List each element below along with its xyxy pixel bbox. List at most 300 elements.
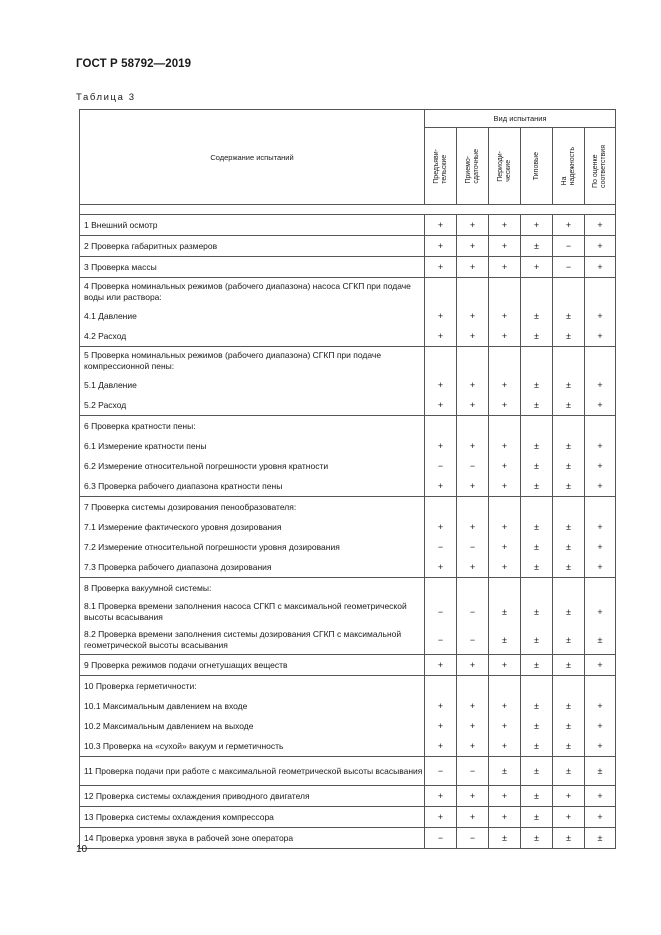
test-mark: ±	[566, 481, 571, 491]
test-mark-cell	[585, 655, 616, 676]
test-mark-cell	[585, 807, 616, 828]
test-mark: +	[437, 701, 444, 711]
test-mark: −	[437, 542, 444, 552]
test-mark: +	[597, 441, 603, 451]
test-mark: +	[501, 542, 508, 552]
test-type-header: Вид испытания	[425, 110, 616, 128]
test-mark: +	[437, 741, 444, 751]
test-content-cell	[80, 807, 425, 828]
test-mark: +	[501, 522, 508, 532]
test-content-cell	[80, 347, 425, 416]
test-item-text: 8 Проверка вакуумной системы:	[84, 583, 212, 593]
test-mark: +	[437, 400, 444, 410]
test-mark: +	[597, 721, 603, 731]
test-mark: ±	[502, 833, 507, 843]
test-mark: +	[469, 562, 476, 572]
test-content-cell	[80, 236, 425, 257]
test-mark-cell	[553, 807, 585, 828]
test-mark: +	[437, 812, 444, 822]
test-mark: +	[501, 812, 508, 822]
test-mark: ±	[534, 311, 539, 321]
test-mark: ±	[566, 833, 571, 843]
test-mark	[553, 347, 584, 375]
test-mark	[425, 497, 456, 517]
test-mark-cell	[585, 786, 616, 807]
test-mark: ±	[534, 562, 539, 572]
test-mark-cell	[489, 257, 521, 278]
test-mark: ±	[566, 461, 571, 471]
test-mark	[489, 578, 520, 598]
test-mark-cell	[521, 578, 553, 655]
test-mark-cell	[457, 257, 489, 278]
test-mark-cell	[521, 215, 553, 236]
test-mark-cell	[553, 828, 585, 849]
test-mark	[521, 416, 552, 436]
header-spacer	[80, 205, 616, 215]
test-mark-cell	[425, 215, 457, 236]
test-mark: +	[437, 481, 444, 491]
test-mark: ±	[534, 542, 539, 552]
test-item-text: 6.3 Проверка рабочего диапазона кратности пены	[84, 481, 283, 491]
test-mark: +	[501, 741, 508, 751]
test-mark: +	[501, 220, 508, 230]
test-mark: ±	[566, 766, 571, 776]
test-mark: +	[469, 220, 476, 230]
test-mark-cell	[553, 786, 585, 807]
test-item-text: 10.3 Проверка на «сухой» вакуум и герметичность	[84, 741, 284, 751]
test-mark-cell	[425, 416, 457, 497]
test-mark: +	[469, 441, 476, 451]
column-header	[585, 128, 616, 205]
column-header-label: По оценке соответствия	[592, 144, 608, 188]
tests-table	[79, 109, 616, 849]
test-mark	[489, 497, 520, 517]
test-mark-cell	[425, 497, 457, 578]
test-mark-cell	[521, 416, 553, 497]
test-mark: +	[501, 380, 508, 390]
test-mark: +	[501, 721, 508, 731]
test-mark: +	[597, 400, 603, 410]
test-mark: +	[597, 380, 603, 390]
test-mark	[489, 278, 520, 306]
column-header	[521, 128, 553, 205]
test-item-text: 7.3 Проверка рабочего диапазона дозирования	[84, 562, 272, 572]
test-mark-cell	[553, 347, 585, 416]
test-item-text: 13 Проверка системы охлаждения компрессора	[84, 812, 274, 822]
test-mark: +	[501, 441, 508, 451]
test-mark: +	[437, 331, 444, 341]
test-mark-cell	[521, 236, 553, 257]
test-mark	[425, 347, 456, 375]
test-mark: ±	[566, 542, 571, 552]
test-mark: ±	[566, 400, 571, 410]
test-mark	[585, 416, 615, 436]
test-mark: ±	[534, 331, 539, 341]
test-mark-cell	[457, 655, 489, 676]
test-mark	[457, 278, 488, 306]
test-mark	[553, 278, 584, 306]
test-item-text: 11 Проверка подачи при работе с максимальной геометрической высоты всасывания	[84, 765, 423, 776]
test-mark-cell	[521, 278, 553, 347]
test-item-text: 9 Проверка режимов подачи огнетушащих веществ	[84, 660, 288, 670]
test-mark-cell	[553, 676, 585, 757]
test-mark: ±	[597, 833, 603, 843]
test-mark: ±	[534, 380, 539, 390]
test-item-text: 2 Проверка габаритных размеров	[84, 241, 218, 251]
test-mark-cell	[425, 828, 457, 849]
test-mark-cell	[553, 278, 585, 347]
test-mark: ±	[534, 766, 539, 776]
test-mark-cell	[521, 828, 553, 849]
test-mark: ±	[566, 701, 571, 711]
test-mark	[553, 497, 584, 517]
test-mark: ±	[534, 701, 539, 711]
test-mark: +	[437, 220, 444, 230]
test-mark: ±	[566, 562, 571, 572]
test-mark-cell	[585, 828, 616, 849]
test-mark-cell	[489, 807, 521, 828]
test-mark: +	[501, 791, 508, 801]
test-item-text: 12 Проверка системы охлаждения приводного двигателя	[84, 791, 310, 801]
test-mark: +	[469, 701, 476, 711]
test-mark-cell	[521, 757, 553, 786]
test-mark	[457, 347, 488, 375]
test-mark: −	[469, 607, 476, 617]
test-mark: +	[597, 311, 603, 321]
test-mark: ±	[566, 660, 571, 670]
document-code: ГОСТ Р 58792—2019	[76, 58, 192, 70]
test-mark	[553, 416, 584, 436]
test-mark: +	[469, 481, 476, 491]
test-mark-cell	[585, 757, 616, 786]
test-mark: ±	[534, 635, 539, 645]
test-mark: +	[469, 791, 476, 801]
table-row	[80, 257, 616, 278]
test-mark-cell	[585, 215, 616, 236]
test-mark-cell	[425, 807, 457, 828]
test-mark-cell	[521, 786, 553, 807]
test-mark-cell	[553, 497, 585, 578]
test-mark-cell	[585, 416, 616, 497]
test-mark-cell	[521, 655, 553, 676]
test-mark	[521, 497, 552, 517]
test-content-cell	[80, 676, 425, 757]
test-mark: ±	[534, 241, 539, 251]
test-item-text: 5 Проверка номинальных режимов (рабочего диапазона) СГКП при подаче компрессионной пены:	[84, 350, 382, 371]
table-row	[80, 828, 616, 849]
test-mark: ±	[566, 741, 571, 751]
test-item-text: 6.2 Измерение относительной погрешности уровня кратности	[84, 461, 329, 471]
test-mark: ±	[597, 766, 603, 776]
test-mark: +	[565, 791, 572, 801]
test-mark: +	[533, 262, 540, 272]
test-item-text: 10.2 Максимальным давлением на выходе	[84, 721, 254, 731]
test-mark: ±	[566, 607, 571, 617]
test-mark: +	[597, 542, 603, 552]
test-mark: +	[469, 721, 476, 731]
test-mark: ±	[502, 607, 507, 617]
column-header-label: Приемо- сдаточные	[464, 148, 480, 184]
test-mark: +	[597, 562, 603, 572]
column-header-label: Периоди- ческие	[496, 150, 512, 182]
test-mark-cell	[457, 828, 489, 849]
test-mark: +	[501, 241, 508, 251]
test-mark: +	[501, 262, 508, 272]
test-mark-cell	[489, 278, 521, 347]
test-mark: +	[501, 701, 508, 711]
test-mark-cell	[457, 215, 489, 236]
test-mark-cell	[521, 676, 553, 757]
test-content-cell	[80, 828, 425, 849]
test-mark: −	[469, 635, 476, 645]
test-mark: +	[533, 220, 540, 230]
table-row	[80, 278, 616, 347]
test-mark-cell	[489, 578, 521, 655]
test-content-cell	[80, 416, 425, 497]
test-mark: +	[501, 481, 508, 491]
test-mark-cell	[553, 578, 585, 655]
test-mark-cell	[489, 416, 521, 497]
test-mark	[489, 676, 520, 696]
test-mark: +	[501, 331, 508, 341]
test-mark: +	[437, 522, 444, 532]
test-mark: −	[469, 833, 476, 843]
table-row	[80, 215, 616, 236]
test-mark-cell	[457, 786, 489, 807]
test-mark-cell	[489, 676, 521, 757]
test-mark-cell	[489, 828, 521, 849]
test-mark-cell	[489, 497, 521, 578]
test-mark-cell	[489, 215, 521, 236]
test-item-text: 1 Внешний осмотр	[84, 220, 158, 230]
test-mark-cell	[553, 236, 585, 257]
test-mark	[425, 578, 456, 598]
test-content-cell	[80, 757, 425, 786]
test-mark-cell	[585, 578, 616, 655]
test-mark: +	[469, 262, 476, 272]
test-mark-cell	[457, 416, 489, 497]
test-mark-cell	[425, 676, 457, 757]
column-header	[553, 128, 585, 205]
test-mark-cell	[553, 215, 585, 236]
test-mark: +	[437, 262, 444, 272]
test-mark: +	[469, 812, 476, 822]
column-header-label: Типовые	[532, 151, 540, 181]
test-item-text: 5.2 Расход	[84, 400, 127, 410]
test-mark: ±	[597, 635, 603, 645]
test-mark: +	[501, 311, 508, 321]
test-mark-cell	[457, 236, 489, 257]
test-item-text: 7.2 Измерение относительной погрешности уровня дозирования	[84, 542, 340, 552]
test-mark: +	[437, 791, 444, 801]
test-mark: ±	[534, 660, 539, 670]
test-mark: +	[597, 607, 603, 617]
test-mark: +	[469, 241, 476, 251]
test-mark	[457, 578, 488, 598]
test-mark: +	[501, 562, 508, 572]
test-mark	[457, 676, 488, 696]
test-mark: +	[437, 311, 444, 321]
test-mark-cell	[457, 578, 489, 655]
test-mark: +	[437, 562, 444, 572]
test-mark: ±	[534, 607, 539, 617]
test-item-text: 8.2 Проверка времени заполнения системы дозирования СГКП с максимальной геометрической высоты всасывания	[84, 629, 402, 650]
test-mark: +	[597, 660, 603, 670]
test-mark: +	[437, 380, 444, 390]
test-mark	[425, 676, 456, 696]
test-mark-cell	[489, 236, 521, 257]
test-mark-cell	[521, 347, 553, 416]
test-mark	[521, 578, 552, 598]
test-mark: ±	[534, 522, 539, 532]
test-mark-cell	[553, 257, 585, 278]
test-mark: +	[469, 660, 476, 670]
content-header: Содержание испытаний	[80, 110, 425, 205]
test-mark	[521, 347, 552, 375]
test-item-text: 3 Проверка массы	[84, 262, 157, 272]
test-mark: +	[437, 721, 444, 731]
test-mark: +	[469, 741, 476, 751]
test-mark-cell	[425, 578, 457, 655]
test-mark-cell	[457, 757, 489, 786]
test-mark: ±	[534, 400, 539, 410]
table-row	[80, 347, 616, 416]
test-mark	[521, 278, 552, 306]
test-mark: ±	[566, 380, 571, 390]
column-header	[425, 128, 457, 205]
test-mark: +	[597, 522, 603, 532]
column-header-label: Предъяви- тельские	[432, 148, 448, 184]
test-mark	[553, 676, 584, 696]
table-row	[80, 416, 616, 497]
column-header	[457, 128, 489, 205]
test-mark: ±	[534, 441, 539, 451]
table-row	[80, 786, 616, 807]
table-row	[80, 236, 616, 257]
test-item-text: 8.1 Проверка времени заполнения насоса СГКП с максимальной геометрической высоты всасывания	[84, 601, 407, 622]
test-mark: +	[469, 331, 476, 341]
column-header-label: На надежность	[560, 146, 576, 186]
test-mark: +	[597, 331, 603, 341]
test-mark-cell	[425, 257, 457, 278]
test-mark	[585, 347, 615, 375]
test-mark: −	[437, 833, 444, 843]
table-row	[80, 757, 616, 786]
test-mark: ±	[534, 461, 539, 471]
test-mark: ±	[502, 766, 507, 776]
test-mark: −	[437, 766, 444, 776]
test-content-cell	[80, 497, 425, 578]
test-content-cell	[80, 257, 425, 278]
test-mark	[553, 578, 584, 598]
test-mark: +	[597, 481, 603, 491]
test-mark: +	[469, 522, 476, 532]
test-mark: −	[437, 607, 444, 617]
test-mark: ±	[566, 721, 571, 731]
test-mark-cell	[457, 807, 489, 828]
test-mark: ±	[566, 311, 571, 321]
test-mark: ±	[534, 833, 539, 843]
test-mark: +	[469, 311, 476, 321]
table-row	[80, 655, 616, 676]
test-mark-cell	[457, 278, 489, 347]
test-content-cell	[80, 578, 425, 655]
test-mark: +	[565, 220, 572, 230]
test-item-text: 6 Проверка кратности пены:	[84, 421, 196, 431]
test-mark-cell	[425, 278, 457, 347]
test-content-cell	[80, 215, 425, 236]
test-mark: ±	[534, 812, 539, 822]
test-mark-cell	[585, 278, 616, 347]
test-mark: +	[597, 241, 603, 251]
test-mark: ±	[534, 481, 539, 491]
test-mark: ±	[566, 441, 571, 451]
test-item-text: 10.1 Максимальным давлением на входе	[84, 701, 248, 711]
test-mark: +	[597, 741, 603, 751]
column-header	[489, 128, 521, 205]
test-mark-cell	[457, 676, 489, 757]
test-mark	[521, 676, 552, 696]
test-mark: +	[597, 812, 603, 822]
test-mark-cell	[425, 757, 457, 786]
test-mark: +	[597, 461, 603, 471]
test-mark-cell	[489, 347, 521, 416]
table-row	[80, 676, 616, 757]
table-row	[80, 497, 616, 578]
test-mark	[585, 497, 615, 517]
test-mark: +	[437, 441, 444, 451]
test-mark: +	[565, 812, 572, 822]
test-mark-cell	[425, 786, 457, 807]
test-mark: +	[501, 400, 508, 410]
test-mark: +	[501, 660, 508, 670]
test-mark	[585, 278, 615, 306]
test-mark-cell	[489, 786, 521, 807]
test-item-text: 7 Проверка системы дозирования пенообразователя:	[84, 502, 297, 512]
test-mark-cell	[521, 257, 553, 278]
test-mark-cell	[585, 257, 616, 278]
test-mark-cell	[457, 347, 489, 416]
test-mark: +	[501, 461, 508, 471]
test-mark: −	[469, 766, 476, 776]
test-mark: +	[469, 400, 476, 410]
test-mark	[489, 347, 520, 375]
test-mark	[585, 578, 615, 598]
test-item-text: 4.2 Расход	[84, 331, 127, 341]
test-item-text: 14 Проверка уровня звука в рабочей зоне оператора	[84, 833, 294, 843]
test-mark: +	[597, 701, 603, 711]
test-item-text: 4 Проверка номинальных режимов (рабочего диапазона) насоса СГКП при подаче воды или раствора:	[84, 281, 411, 302]
page-number: 10	[76, 844, 88, 855]
test-mark: −	[437, 461, 444, 471]
test-mark: +	[597, 791, 603, 801]
test-mark: +	[597, 220, 603, 230]
test-mark	[457, 497, 488, 517]
test-mark-cell	[489, 757, 521, 786]
test-mark	[585, 676, 615, 696]
test-mark-cell	[585, 676, 616, 757]
test-mark	[489, 416, 520, 436]
test-mark-cell	[585, 347, 616, 416]
table-row	[80, 578, 616, 655]
table-label: Таблица 3	[76, 92, 136, 103]
test-mark: ±	[566, 522, 571, 532]
table-row	[80, 807, 616, 828]
test-content-cell	[80, 786, 425, 807]
test-mark-cell	[425, 236, 457, 257]
test-mark: +	[469, 380, 476, 390]
test-mark: ±	[566, 331, 571, 341]
